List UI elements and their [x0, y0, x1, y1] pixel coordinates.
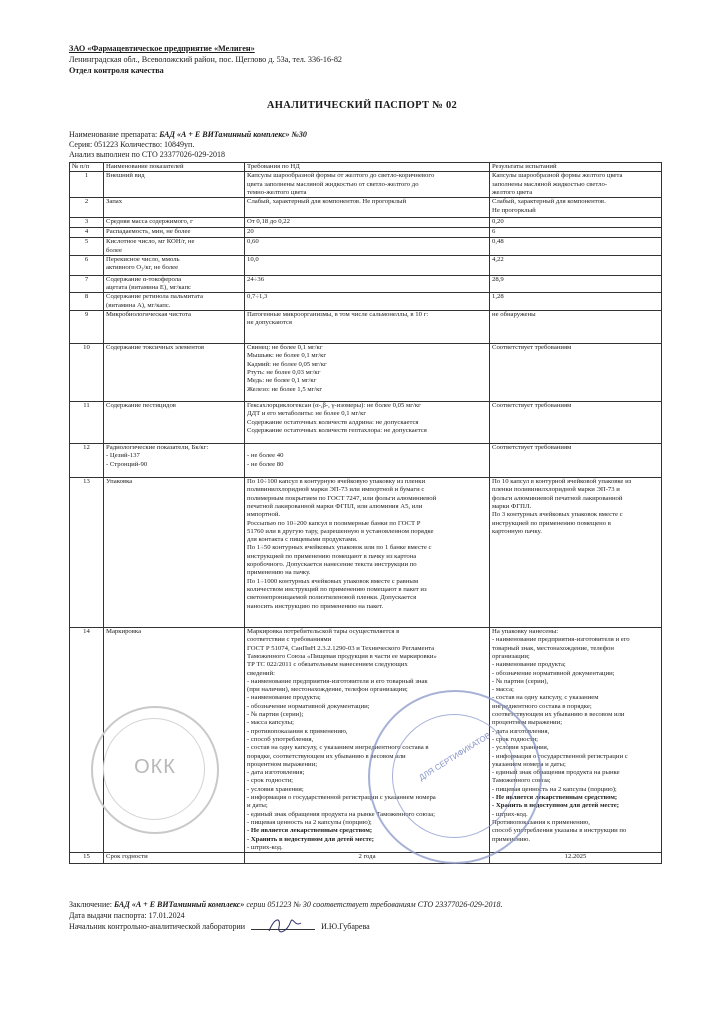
cell-line: фольги алюминиевой печатной лакированной — [492, 494, 623, 502]
cell-line: Таможенного союза; — [492, 777, 551, 785]
cell-line: - информация о государственной регистрации с — [492, 752, 628, 760]
cell-requirement — [245, 293, 490, 311]
cell-line: - масса; — [492, 686, 514, 694]
cell-line: От 0,18 до 0,22 — [247, 218, 290, 226]
cell-line: По 1÷1000 контурных ячейковых упаковок вместе с равным — [247, 577, 419, 585]
cell-line: картонную пачку. — [492, 527, 542, 535]
conclusion-prefix: Заключение: — [69, 900, 113, 909]
cell-line: Не прогорклый — [492, 206, 536, 214]
cell-line: 51760 или в другую тару, разрешенную в установленном порядке — [247, 527, 434, 535]
cell-num: 1 — [70, 172, 104, 198]
cell-requirement — [245, 275, 490, 293]
cell-line: темно-желтого цвета — [247, 188, 307, 196]
cell-line: - наименование предприятия-изготовителя и его — [492, 636, 630, 644]
analysis-line: Анализ выполнен по СТО 23377026-029-2018 — [69, 150, 226, 159]
cell-name — [104, 311, 245, 344]
cell-line: Мышьяк: не более 0,1 мг/кг — [247, 352, 327, 360]
cell-line: - Хранить в недоступном для детей месте; — [247, 835, 375, 843]
cell-line: - срок годности; — [492, 735, 539, 743]
cell-line: для контакта с пищевыми продуктами. — [247, 536, 358, 544]
cell-line: импортной. — [247, 511, 281, 519]
cell-line: - не более 80 — [247, 460, 284, 468]
department-name: Отдел контроля качества — [69, 66, 164, 75]
cell-result — [490, 255, 662, 275]
cell-line: Запах — [106, 198, 123, 206]
table-row — [70, 172, 662, 198]
cell-line: инструкцией по применению помещают в пачку из картона — [247, 552, 417, 560]
cell-line: ДДТ и его метаболиты: не более 0,1 мг/кг — [247, 410, 367, 418]
cell-line: марки ФГПЛ. — [492, 502, 532, 510]
cell-line: - дата изготовления, — [492, 727, 550, 735]
cell-line: Перекисное число, ммоль — [106, 255, 180, 263]
cell-num: 3 — [70, 218, 104, 228]
cell-line: указанием номера и даты; — [492, 760, 566, 768]
cell-name — [104, 293, 245, 311]
cell-line: (витамина А), мг/капс. — [106, 301, 171, 309]
table-row — [70, 478, 662, 628]
cell-line: Капсулы шарообразной формы от желтого до светло-коричневого — [247, 172, 435, 180]
signature-mark — [265, 915, 305, 937]
cell-line: - информация о государственной регистрации с указанием номера — [247, 794, 436, 802]
cell-line: ингредиентного состава в порядке; — [492, 702, 592, 710]
cell-num: 10 — [70, 344, 104, 402]
cell-requirement — [245, 198, 490, 218]
cell-line: и даты; — [247, 802, 268, 810]
cell-num: 15 — [70, 853, 104, 864]
cell-line: Кадмий: не более 0,05 мг/кг — [247, 360, 327, 368]
cell-line: - № партии (серии); — [247, 711, 304, 719]
cell-line: - условия хранения, — [492, 744, 549, 752]
cell-line: - наименование продукта; — [247, 694, 321, 702]
cell-name — [104, 853, 245, 864]
cell-line: - Не является лекарственным средством; — [492, 794, 618, 802]
cell-line: Внешний вид — [106, 172, 145, 180]
cell-line: - Цезий-137 — [106, 452, 140, 460]
cell-requirement — [245, 228, 490, 238]
header-name: Наименование показателей — [104, 163, 245, 172]
cell-line: - единый знак обращения продукта на рынке — [492, 769, 620, 777]
cell-line: - единый знак обращения продукта на рынке Таможенного союза; — [247, 810, 435, 818]
cell-line: Кислотное число, мг КОН/г, не — [106, 238, 195, 246]
cell-name — [104, 238, 245, 256]
cell-line: - Не является лекарственным средством; — [247, 827, 373, 835]
cell-requirement — [245, 344, 490, 402]
cell-line: - обозначение нормативной документации; — [492, 669, 615, 677]
cell-line: светонепроницаемой полиэтиленовой пленки. Допускается — [247, 594, 417, 602]
company-address: Ленинградская обл., Всеволожский район, пос. Щеглово д. 53а, тел. 336-16-82 — [69, 55, 343, 64]
table-row — [70, 853, 662, 864]
cell-line: применению на пачку. — [247, 569, 311, 577]
cell-result — [490, 218, 662, 228]
cell-requirement — [245, 311, 490, 344]
certification-stamp — [368, 690, 542, 864]
cell-line: 0,20 — [492, 218, 504, 226]
cell-line: - пищевая ценность на 2 капсулы (порцию); — [247, 818, 372, 826]
table-row — [70, 198, 662, 218]
cell-line: - состав на одну капсулу, с указанием ингредиентного состава в — [247, 744, 429, 752]
table-row — [70, 311, 662, 344]
cell-line: По 1÷50 контурных ячейковых упаковок или по 1 банке вместе с — [247, 544, 432, 552]
cell-line: коробочного. Допускается нанесение текста инструкции по — [247, 561, 417, 569]
conclusion-product: БАД «А + Е ВИТаминный комплекс» — [114, 900, 245, 909]
cell-line: Соответствует требованиям — [492, 402, 572, 410]
cell-num: 8 — [70, 293, 104, 311]
cell-name — [104, 198, 245, 218]
table-row — [70, 344, 662, 402]
cell-name — [104, 402, 245, 444]
cell-line: 28,9 — [492, 275, 504, 283]
cell-num: 2 — [70, 198, 104, 218]
cell-num: 14 — [70, 628, 104, 853]
signature-field — [251, 929, 315, 930]
cell-line: Соответствует требованиям — [492, 344, 572, 352]
cell-line: ацетата (витамина Е), мг/капс — [106, 284, 191, 292]
cell-line: - масса капсулы; — [247, 719, 294, 727]
cell-line: процентном выражении; — [492, 719, 563, 727]
cell-line: Упаковка — [106, 478, 133, 486]
head-signature-line — [69, 922, 370, 932]
cell-num: 9 — [70, 311, 104, 344]
cell-line: По 10÷100 капсул в контурную ячейковую упаковку из пленки — [247, 478, 426, 486]
cell-line: желтого цвета — [492, 188, 533, 196]
cell-line: (при наличии), местонахождение, телефон организации; — [247, 686, 408, 694]
cell-requirement — [245, 238, 490, 256]
cell-line: заполнены масляной жидкостью светло- — [492, 180, 608, 188]
header-num: № п/п — [70, 163, 104, 172]
cell-line: порядке, соответствующем их убыванию в весовом или — [247, 752, 406, 760]
cell-line: применению. — [492, 835, 531, 843]
cell-requirement — [245, 402, 490, 444]
cell-line: Радиологические показатели, Бк/кг: — [106, 444, 209, 452]
okk-stamp-text: ОКК — [134, 756, 176, 778]
cell-line: - штрих-код. — [247, 843, 283, 851]
cell-requirement — [245, 255, 490, 275]
header-requirements: Требования по НД — [245, 163, 490, 172]
table-row — [70, 402, 662, 444]
cell-line: Средняя масса содержимого, г — [106, 218, 193, 226]
cell-name — [104, 255, 245, 275]
cell-line: Содержание ретинола пальмитата — [106, 293, 203, 301]
cell-result — [490, 198, 662, 218]
cell-num: 13 — [70, 478, 104, 628]
cell-line: организации; — [492, 652, 530, 660]
cell-line: Слабый, характерный для компонентов. — [492, 198, 606, 206]
cell-line: - противопоказания к применению, — [247, 727, 348, 735]
cell-line: печатной лакированной марки ФГПЛ, или алюминия А5, или — [247, 502, 423, 510]
cell-line: пленки поливинилхлоридной марки ЭП-73 и — [492, 486, 620, 494]
company-name: ЗАО «Фармацевтическое предприятие «Мелиген» — [69, 44, 255, 53]
cell-result — [490, 402, 662, 444]
cell-line: - пищевая ценность на 2 капсулы (порцию); — [492, 785, 617, 793]
cell-result — [490, 293, 662, 311]
cell-line: - состав на одну капсулу, с указанием — [492, 694, 599, 702]
cell-line: 0,60 — [247, 238, 259, 246]
cell-line: процентном выражении; — [247, 760, 318, 768]
cell-name — [104, 275, 245, 293]
cell-line: 10,0 — [247, 255, 259, 263]
cell-requirement — [245, 478, 490, 628]
table-row — [70, 255, 662, 275]
table-row — [70, 444, 662, 478]
cell-line: - № партии (серии), — [492, 677, 549, 685]
cell-num: 11 — [70, 402, 104, 444]
cell-line: Срок годности — [106, 853, 148, 861]
cell-line: - наименование продукта; — [492, 661, 566, 669]
cell-line: 4,22 — [492, 255, 504, 263]
cell-line: ГОСТ Р 51074, СанПиН 2.3.2.1290-03 и Технического Регламента — [247, 644, 435, 652]
cell-name — [104, 478, 245, 628]
cell-line: более — [106, 246, 122, 254]
series-line: Серия: 051223 Количество: 10849уп. — [69, 140, 195, 149]
cell-name — [104, 218, 245, 228]
header-results: Результаты испытаний — [490, 163, 662, 172]
cell-requirement — [245, 444, 490, 478]
cell-line: Железо: не более 1,5 мг/кг — [247, 385, 323, 393]
cell-line: Свинец: не более 0,1 мг/кг — [247, 344, 323, 352]
cell-line: поливинилхлоридной марки ЭП-73 или импортной и бумаги с — [247, 486, 425, 494]
cell-line: не обнаружены — [492, 311, 536, 319]
product-name: БАД «А + Е ВИТаминный комплекс» №30 — [159, 130, 307, 139]
cell-line: - не более 40 — [247, 452, 284, 460]
conclusion-rest: серии 051223 № 30 соответствует требованиям СТО 23377026-029-2018. — [244, 900, 503, 909]
cell-line: Содержание токсичных элементов — [106, 344, 205, 352]
cell-result — [490, 275, 662, 293]
cell-line: Медь: не более 0,1 мг/кг — [247, 377, 317, 385]
cell-name — [104, 344, 245, 402]
cell-line: инструкцией по применению помещено в — [492, 519, 611, 527]
cell-line: 0,7÷1,3 — [247, 293, 268, 301]
cell-line: Ртуть: не более 0,03 мг/кг — [247, 368, 321, 376]
cell-line: По 3 контурных ячейковых упаковок вместе с — [492, 511, 623, 519]
cell-requirement — [245, 218, 490, 228]
cell-line: ТР ТС 022/2011 с обязательным нанесением следующих — [247, 661, 408, 669]
cell-line: 20 — [247, 228, 254, 236]
conclusion-line — [69, 900, 503, 910]
issue-date: Дата выдачи паспорта: 17.01.2024 — [69, 911, 185, 920]
cell-num: 6 — [70, 255, 104, 275]
cell-line: Распадаемость, мин, не более — [106, 228, 191, 236]
cell-result — [490, 228, 662, 238]
cell-line: Содержание остаточных количеств алдрина: не допускается — [247, 418, 419, 426]
table-row — [70, 218, 662, 228]
product-line — [69, 130, 307, 140]
cell-line: 0,48 — [492, 238, 504, 246]
cell-line: - срок годности; — [247, 777, 294, 785]
cell-line: - Стронций-90 — [106, 460, 148, 468]
cell-result — [490, 172, 662, 198]
cell-line: 6 — [492, 228, 496, 236]
cell-result — [490, 478, 662, 628]
product-label: Наименование препарата: — [69, 130, 158, 139]
cell-result — [490, 238, 662, 256]
cell-line: не допускаются — [247, 319, 292, 327]
cell-result — [490, 344, 662, 402]
cell-line: цвета заполнены масляной жидкостью от светло-желтого до — [247, 180, 419, 188]
table-header-row — [70, 163, 662, 172]
cell-line: способ употребления указаны в инструкции по — [492, 827, 627, 835]
cell-line: Россыпью по 10÷200 капсул в полимерные банки по ГОСТ Р — [247, 519, 421, 527]
cell-line: Капсулы шарообразной формы желтого цвета — [492, 172, 623, 180]
cell-num: 12 — [70, 444, 104, 478]
cell-line: сведений: — [247, 669, 275, 677]
cell-line: Гексахлорциклогексан (α-,β-, γ-изомеры): не более 0,05 мг/кг — [247, 402, 421, 410]
cell-line: - дата изготовления; — [247, 769, 305, 777]
cell-result — [490, 311, 662, 344]
cell-line: 12.2025 — [564, 853, 587, 861]
cell-num: 7 — [70, 275, 104, 293]
cell-line: Содержание остаточных количеств гептахлора: не допускается — [247, 426, 427, 434]
cell-line: - штрих-код. — [492, 810, 528, 818]
cell-line: - Хранить в недоступном для детей месте; — [492, 802, 620, 810]
cell-line: Содержание α-токоферола — [106, 275, 182, 283]
cell-line: Содержание пестицидов — [106, 402, 176, 410]
cell-result — [490, 444, 662, 478]
cell-line: Противопоказания к применению, — [492, 818, 590, 826]
cell-line: На упаковку нанесены: — [492, 628, 559, 636]
table-row — [70, 275, 662, 293]
cell-line: соответствующем их убыванию в весовом или — [492, 711, 625, 719]
table-row — [70, 228, 662, 238]
cell-line: соответствии с требованиями — [247, 636, 332, 644]
cell-result — [490, 853, 662, 864]
cell-line: Патогенные микроорганизмы, в том числе сальмонеллы, в 10 г: — [247, 311, 429, 319]
cell-line: - способ употребления, — [247, 735, 314, 743]
cell-line: По 10 капсул в контурной ячейковой упаковке из — [492, 478, 632, 486]
table-row — [70, 293, 662, 311]
cell-line: - обозначение нормативной документации; — [247, 702, 370, 710]
cell-name — [104, 172, 245, 198]
document-title: АНАЛИТИЧЕСКИЙ ПАСПОРТ № 02 — [266, 100, 458, 111]
cell-name — [104, 444, 245, 478]
cell-line: полимерным покрытием по ГОСТ 7247, или фольги алюминиевой — [247, 494, 437, 502]
cell-requirement — [245, 172, 490, 198]
cell-line: Таможенного Союза «Пищевая продукция в части ее маркировки» — [247, 652, 437, 660]
certification-stamp-text: ДЛЯ СЕРТИФИКАТОВ — [417, 730, 493, 783]
table-row — [70, 238, 662, 256]
cell-name — [104, 228, 245, 238]
head-label: Начальник контрольно-аналитической лаборатории — [69, 922, 246, 931]
cell-line: 1,28 — [492, 293, 504, 301]
cell-line: количеством инструкций по применению помещают в пакет из — [247, 585, 427, 593]
cell-line: товарный знак, местонахождение, телефон — [492, 644, 614, 652]
cell-line: - условия хранения; — [247, 785, 304, 793]
cell-line: 2 года — [358, 853, 376, 861]
cell-num: 4 — [70, 228, 104, 238]
cell-line — [247, 444, 487, 452]
cell-line: наносить инструкцию по применению на пакет. — [247, 602, 384, 610]
cell-line: - наименование предприятия-изготовителя и его товарный знак — [247, 677, 428, 685]
cell-num: 5 — [70, 238, 104, 256]
cell-line: Микробиологическая чистота — [106, 311, 192, 319]
cell-line: 24÷36 — [247, 275, 265, 283]
cell-line: Маркировка — [106, 628, 142, 636]
cell-line: Соответствует требованиям — [492, 444, 572, 452]
head-name: И.Ю.Губарева — [321, 922, 370, 931]
okk-stamp — [91, 706, 219, 834]
cell-line: Слабый, характерный для компонентов. Не прогорклый — [247, 198, 407, 206]
cell-line: активного O₂/кг, не более — [106, 264, 179, 272]
cell-line: Маркировка потребительской тары осуществляется в — [247, 628, 400, 636]
